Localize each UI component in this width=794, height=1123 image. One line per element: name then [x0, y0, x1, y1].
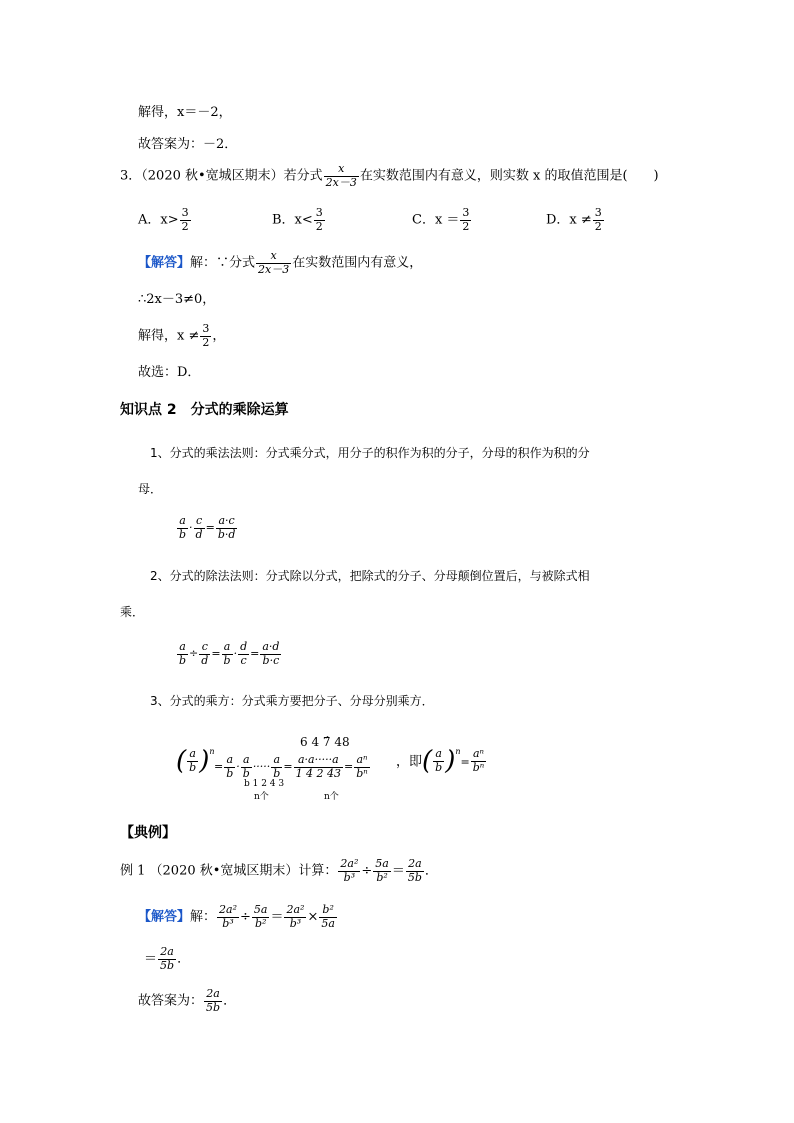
ex1-prefix: 例 1 （2020 秋•宽城区期末）计算：	[120, 863, 338, 879]
r3-paren-frac	[176, 746, 215, 777]
option-d-num: 3	[594, 206, 602, 219]
r2-ad: a·d	[262, 640, 280, 653]
r3-bn2: bⁿ	[472, 760, 485, 774]
r3-frac-ab3	[433, 748, 444, 774]
r3-a: a	[187, 748, 198, 762]
r3-eq3: =	[344, 760, 354, 774]
ex1-result-frac	[158, 946, 176, 972]
option-b-frac	[314, 207, 325, 233]
q3-step-2	[138, 323, 225, 349]
r3-chain-num: a·a·····a	[294, 754, 343, 768]
ex1-answer-pre: 解：	[190, 909, 217, 925]
option-c-den: 2	[462, 219, 470, 233]
r2-b: b	[179, 653, 187, 667]
r1-eq: =	[205, 521, 215, 535]
rule-1-line-2: 母．	[138, 482, 163, 496]
example-1-result	[144, 946, 190, 972]
q3-prefix: 3．（2020 秋•宽城区期末）若分式	[120, 168, 323, 184]
r3-lparen: (	[176, 746, 187, 777]
q3-step2-post: ，	[212, 328, 226, 344]
r3-frac-ab	[187, 748, 198, 774]
ex1-result-eq: ＝	[144, 951, 158, 967]
q3-answer-frac-den: 2x－3	[258, 262, 290, 276]
rule-2-line-2: 乘．	[120, 605, 145, 619]
r3-an: aⁿ	[354, 754, 370, 768]
r3-power2	[471, 748, 487, 774]
q3-frac-num: x	[324, 163, 359, 177]
ex1-q-f2	[373, 858, 391, 884]
r3-overbrace-label: 6 4 7̂ 48	[300, 735, 350, 749]
r2-dot: ·	[233, 647, 238, 661]
r3-power	[354, 754, 370, 780]
option-c-num: 3	[462, 206, 470, 219]
r2-frac-ab2	[222, 641, 233, 667]
ex1-a-f2	[252, 904, 270, 930]
r1-frac-ab	[177, 515, 188, 541]
r3-e2-a: a	[241, 754, 252, 768]
q3-step2-frac	[200, 323, 211, 349]
ex1-a-f1b	[284, 904, 306, 930]
example-1-final	[138, 988, 236, 1014]
q3-step2-pre: 解得，x ≠	[138, 328, 200, 344]
example-header: 【典例】	[120, 825, 176, 841]
option-a-den: 2	[181, 219, 189, 233]
q3-fraction	[324, 163, 359, 189]
r2-c2: c	[240, 653, 247, 667]
r2-d2: d	[240, 640, 248, 653]
r3-an2: aⁿ	[471, 748, 487, 762]
r3-rparen2: )	[445, 746, 456, 777]
r3-eq2: =	[283, 760, 293, 774]
ex1-final-den: 5b	[206, 1000, 221, 1014]
ex1-q-answer	[406, 858, 424, 884]
ex1-q-ans-den: 5b	[407, 870, 422, 884]
r3-e1	[224, 754, 235, 780]
ex1-a-f1-den: b³	[222, 916, 234, 930]
r1-dot: ·	[189, 521, 193, 535]
r3-lparen2: (	[422, 746, 433, 777]
option-a-num: 3	[181, 206, 189, 219]
r3-chain	[294, 754, 343, 780]
example-1-answer	[138, 904, 338, 930]
option-d	[546, 207, 605, 233]
ex1-final-end: ．	[223, 993, 237, 1009]
ex1-q-ans-num: 2a	[408, 857, 422, 870]
ex1-q-f1-num: 2a²	[340, 857, 359, 870]
r3-n-sup2: n	[455, 747, 461, 756]
r3-equivalent	[396, 746, 487, 777]
option-d-frac	[593, 207, 604, 233]
ex1-a-f1b-num: 2a²	[286, 903, 305, 916]
r3-b: b	[189, 760, 197, 774]
option-a-frac	[180, 207, 191, 233]
r2-bc: b·c	[262, 653, 280, 667]
option-a	[138, 207, 192, 233]
ex1-result-num: 2a	[158, 946, 176, 960]
q3-answer-line	[138, 250, 422, 276]
r2-eq2: =	[250, 647, 260, 661]
ex1-answer-tag: 【解答】	[138, 909, 191, 925]
r3-expanded	[214, 754, 371, 780]
r3-a3: a	[433, 748, 444, 762]
ex1-a-f1	[217, 904, 239, 930]
ex1-a-times: ×	[307, 909, 319, 925]
r2-frac-cd	[199, 641, 210, 667]
option-c-frac	[460, 207, 471, 233]
r3-underbrace-left: b 1 2 4 3	[244, 779, 285, 789]
r3-n-label-right: n个	[324, 792, 339, 802]
r3-e3-a: a	[271, 754, 282, 768]
rule-2-formula	[176, 641, 282, 667]
r2-c: c	[199, 641, 210, 655]
rule-3: 3、分式的乘方：分式乘方要把分子、分母分别乘方．	[150, 694, 434, 708]
q3-step2-den: 2	[202, 335, 210, 349]
r1-c: c	[194, 515, 205, 529]
ex1-a-f2-den: b²	[254, 916, 267, 930]
ex1-result-end: ．	[177, 951, 191, 967]
q3-answer-frac	[256, 250, 291, 276]
q3-choice: 故选：D．	[138, 365, 201, 380]
option-a-label: A．x>	[138, 212, 179, 228]
q3-step-1: ∴2x－3≠0，	[138, 292, 216, 307]
section-title: 知识点 2 分式的乘除运算	[120, 402, 289, 418]
ex1-q-eq: ＝	[391, 863, 405, 879]
ex1-q-f2-den: b²	[376, 870, 388, 884]
ex1-q-div: ÷	[361, 863, 373, 879]
ex1-final-num: 2a	[204, 988, 222, 1002]
ex1-a-f1b-den: b³	[289, 916, 302, 930]
r2-a2: a	[222, 641, 233, 655]
option-d-den: 2	[594, 219, 602, 233]
q3-suffix: 在实数范围内有意义，则实数 x 的取值范围是( )	[359, 168, 659, 184]
option-c	[412, 207, 472, 233]
answer-tag: 【解答】	[138, 255, 191, 271]
option-c-label: C．x ＝	[412, 212, 460, 228]
r2-d: d	[201, 653, 209, 667]
r3-eq1: =	[214, 760, 224, 774]
r3-e3	[271, 754, 282, 780]
r3-e1-a: a	[224, 754, 235, 768]
option-d-label: D．x ≠	[546, 212, 592, 228]
r3-chain-den: 1 4 2 43	[295, 766, 342, 780]
r2-frac-result	[260, 641, 281, 667]
ex1-a-f3-num: b²	[319, 904, 337, 918]
ex1-a-f2-num: 5a	[253, 903, 268, 916]
r3-bn: bⁿ	[356, 766, 368, 780]
r2-a: a	[177, 641, 188, 655]
r3-eq4: =	[460, 755, 470, 769]
ex1-q-end: ．	[424, 863, 438, 879]
r1-frac-cd	[194, 515, 205, 541]
ex1-q-f1	[338, 858, 360, 884]
q3-frac-den: 2x－3	[325, 175, 357, 189]
r2-frac-dc	[238, 641, 249, 667]
ex1-q-f2-num: 5a	[375, 857, 389, 870]
rule-1-formula	[176, 515, 238, 541]
r3-ji: ，即	[396, 754, 423, 770]
r1-bd: b·d	[217, 527, 236, 541]
r3-dot1: ·	[236, 760, 240, 774]
r2-eq1: =	[211, 647, 221, 661]
r2-b2: b	[223, 653, 231, 667]
q3-answer-pre: 解：∵分式	[190, 255, 256, 271]
r3-n-label-left: n个	[254, 792, 269, 802]
option-b-den: 2	[315, 219, 323, 233]
r1-d: d	[195, 527, 203, 541]
ex1-a-f1-num: 2a²	[219, 903, 237, 916]
q3-answer-frac-num: x	[256, 250, 291, 264]
r1-b: b	[179, 527, 187, 541]
q3-answer-post: 在实数范围内有意义，	[292, 255, 423, 271]
ex1-result-den: 5b	[160, 958, 175, 972]
r1-frac-result	[216, 515, 238, 541]
prev-line-2: 故答案为：－2．	[138, 137, 238, 152]
r1-a: a	[177, 515, 188, 529]
r3-dots: ·····	[252, 760, 271, 774]
rule-1-line-1: 1、分式的乘法法则：分式乘分式，用分子的积作为积的分子，分母的积作为积的分	[150, 446, 590, 460]
option-b-num: 3	[315, 206, 323, 219]
option-b-label: B．x<	[272, 212, 313, 228]
r3-e1-b: b	[226, 766, 234, 780]
option-b	[272, 207, 326, 233]
r2-frac-ab	[177, 641, 188, 667]
prev-line-1: 解得，x＝－2，	[138, 105, 232, 120]
ex1-a-f3-den: 5a	[321, 916, 335, 930]
rule-2-line-1: 2、分式的除法法则：分式除以分式，把除式的分子、分母颠倒位置后，与被除式相	[150, 569, 590, 583]
ex1-q-f1-den: b³	[343, 870, 356, 884]
question-3	[120, 163, 659, 189]
ex1-a-f3	[319, 904, 337, 930]
example-1-question	[120, 858, 438, 884]
r3-e2	[241, 754, 252, 780]
ex1-final-frac	[204, 988, 222, 1014]
ex1-a-eq: ＝	[270, 909, 284, 925]
r3-n-sup: n	[209, 747, 215, 756]
r3-rparen: )	[199, 746, 210, 777]
ex1-a-div: ÷	[240, 909, 251, 925]
r1-ac: a·c	[216, 515, 238, 529]
r3-b3: b	[435, 760, 443, 774]
r3-e3-b: b	[273, 766, 281, 780]
r2-div: ÷	[189, 647, 199, 661]
q3-step2-num: 3	[202, 322, 210, 335]
r3-e2-b: b	[242, 766, 250, 780]
ex1-final-pre: 故答案为：	[138, 993, 204, 1009]
rule-3-formula	[176, 736, 496, 802]
